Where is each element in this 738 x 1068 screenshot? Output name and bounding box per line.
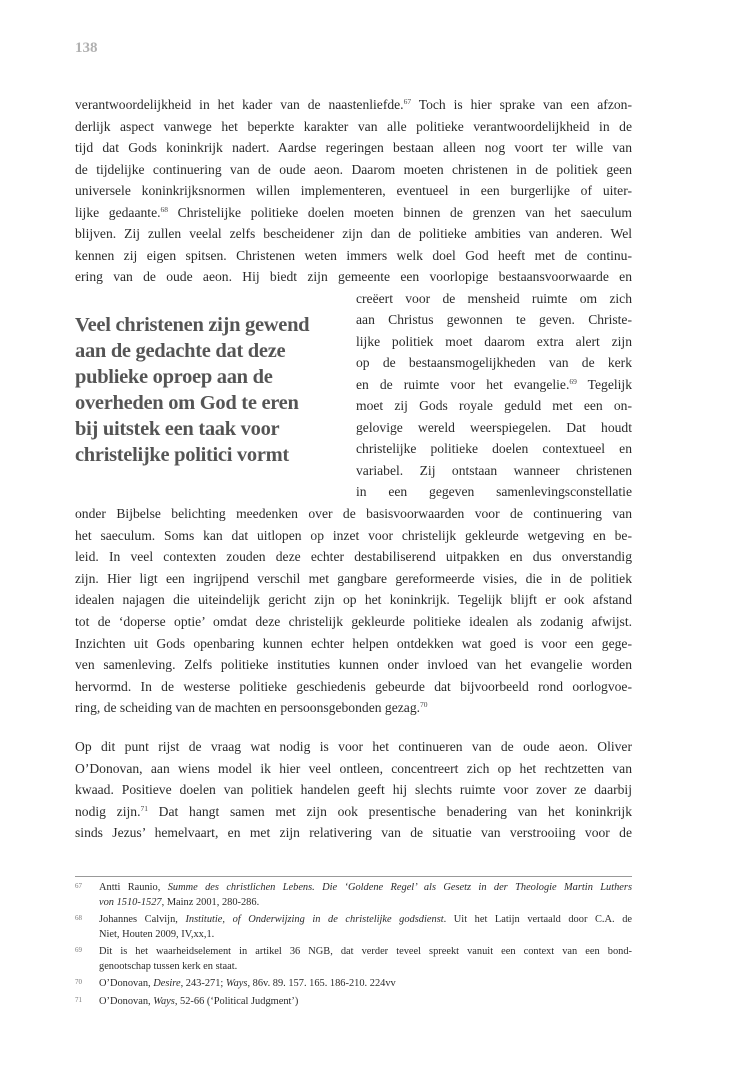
footnote-line [99,896,632,911]
text-run: derlijk aspect vanwege het beperkte karakter van alle politieke verantwoordelijkheid in de [75,118,632,134]
text-run: in een gegeven samenlevingsconstellatie [356,484,632,499]
text-run: het saeculum. Soms kan dat uitlopen op inzet voor christelijk gekleurde wetgeving en be- [75,527,632,543]
text-run: op de bestaansmogelijkheden van de kerk [356,355,632,370]
italic-title: Desire [153,978,181,989]
text-run: gelovige wereld weerspiegelen. Dat houdt [356,419,632,435]
text-line [75,611,632,632]
text-line [75,137,632,158]
footnote-number: 71 [75,995,82,1004]
footnote-ref[interactable]: 69 [569,376,577,386]
text-run: Toch is hier sprake van een afzon- [411,97,632,112]
text-run: , 86v. 89. 157. 165. 186-210. 224vv [247,978,396,989]
text-run: universele koninkrijksnormen willen implementeren, eventueel in een burgerlijke of uiter- [75,183,632,198]
text-line [75,758,632,779]
italic-title: von 1510-1527 [99,896,162,908]
text-run: , 52-66 (‘Political Judgment’) [174,995,299,1007]
footnote-ref[interactable]: 68 [160,204,168,214]
text-run: Johannes Calvijn, [99,914,186,925]
text-run: nodig zijn. [75,803,141,819]
footnote-divider [75,876,632,877]
text-run: ring, de scheiding van de machten en persoonsgebonden gezag. [75,700,421,716]
italic-title: Ways [153,995,175,1007]
text-run: Inzichten uit Gods openbaring kunnen echter helpen ontdekken wat goed is voor een gege- [75,635,632,651]
text-run: Niet, Houten 2009, IV,xx,1. [99,928,215,940]
pull-quote-line: Veel christenen zijn gewend [75,314,310,336]
text-run: lijke gedaante. [75,204,161,220]
text-line [75,159,632,180]
text-run: Antti Raunio, [99,882,168,893]
text-line [75,266,632,287]
text-run: variabel. Zij ontstaan wanneer christenen [356,462,632,478]
text-line [356,352,632,373]
text-run: Dit is het waarheidselement in artikel 36 NGB, dat verder teveel spreekt vanuit een context van een bond- [99,946,632,957]
text-run: blijven. Zij zullen veelal zelfs bescheidener zijn dan de politieke ambities van anderen. Wel [75,226,632,241]
pull-quote-line: publieke oproep aan de [75,366,273,388]
text-run: O’Donovan, [99,978,154,989]
text-run: kwaad. Positieve doelen van politiek handelen geeft hij slechts ruimte voor zover ze daarbij [75,782,632,797]
pull-quote-line: aan de gedachte dat deze [75,340,286,362]
text-line [75,94,632,115]
text-line [356,481,632,502]
text-line [75,822,632,843]
italic-title: Summe des christlichen Lebens. Die ‘Goldene Regel’ als Gesetz in der Theologie Martin Luthers [167,882,633,893]
text-line [75,697,632,718]
text-line [75,633,632,654]
text-run: tijd dat Gods koninkrijk nadert. Aardse regeringen bestaan alleen nog voort ter wille van [75,140,632,155]
footnote-line [99,977,632,992]
italic-title: Institutie, of Onderwijzing in de christelijke godsdienst [185,914,444,925]
text-line [75,223,632,244]
pull-quote-line: overheden om God te eren [75,392,299,414]
footnote-ref[interactable]: 67 [403,97,412,106]
footnote-number: 67 [75,882,82,890]
text-run: leid. In veel contexten zouden deze echter destabiliserend uitpakken en dus onverstandig [75,549,632,565]
text-line [75,202,632,223]
pull-quote-line: christelijke politici vormt [75,444,289,466]
text-line [356,374,632,395]
text-run: genootschap tussen kerk en staat. [99,960,238,972]
text-run: Dat hangt samen met zijn ook presentische benadering van het koninkrijk [147,803,632,819]
footnote-ref[interactable]: 71 [140,803,148,813]
text-line [356,288,632,309]
text-run: idealen najagen die uiteindelijk gericht zijn op het koninkrijk. Tegelijk blijft er ook afstand [75,592,632,608]
pull-quote-line: bij uitstek een taak voor [75,418,280,440]
text-line [356,438,632,459]
text-run: aan Christus gewonnen te geven. Christe- [356,312,632,327]
text-run: Christelijke politieke doelen moeten binnen de grenzen van het saeculum [168,204,632,220]
text-line [75,116,632,137]
text-line [75,503,632,524]
text-line [75,525,632,546]
text-line [356,395,632,416]
text-run: en de ruimte voor het evangelie. [356,376,570,392]
text-line [356,460,632,481]
text-run: Tegelijk [576,376,633,392]
text-run: kennen zij eigen spitsen. Christenen weten immers welk doel God heeft met de continu- [75,247,632,263]
pull-quote [75,312,345,468]
text-run: tot de ‘doperse optie’ omdat deze christelijk gekleurde politieke idealen als zodanig afwijst. [75,614,632,629]
footnote-line [99,913,632,928]
text-run: O’Donovan, aan wiens model ik hier veel ontleen, concentreert zich op het rechtzetten van [75,760,632,776]
text-run: creëert voor de mensheid ruimte om zich [356,290,632,306]
text-line [75,568,632,589]
text-run: . Uit het Latijn vertaald door C.A. de [443,914,632,925]
footnote-number: 69 [75,946,82,954]
italic-title: Ways [225,978,248,989]
text-line [75,801,632,822]
footnote-line [99,960,632,975]
text-run: christelijke politieke doelen contextueel en [356,441,632,456]
footnote-number: 70 [75,978,82,986]
text-line [75,654,632,675]
text-run: Op dit punt rijst de vraag wat nodig is voor het continueren van de oude aeon. Oliver [75,739,632,754]
footnote-line [99,945,632,960]
text-line [356,309,632,330]
text-run: , 243-271; [180,978,226,989]
text-line [75,245,632,266]
footnote-line [99,881,632,896]
text-run: O’Donovan, [99,995,154,1007]
footnote-ref[interactable]: 70 [420,700,428,710]
text-run: lijke politiek moet daarom extra alert zijn [356,333,632,349]
text-line [356,417,632,438]
text-run: , Mainz 2001, 280-286. [161,896,260,908]
text-run: moet zij Gods royale geduld met een on- [356,398,632,413]
text-run: hervormd. In de westerse politieke geschiedenis gebeurde dat bijvoorbeeld rond oorlogvoe- [75,678,632,694]
page-number: 138 [75,40,98,56]
text-run: sinds Jezus’ hemelvaart, en met zijn relativering van de situatie van verstrooiing voor de [75,825,632,840]
text-line [356,331,632,352]
text-run: zijn. Hier ligt een ingrijpend verschil met gangbare gereformeerde visies, die in de politiek [75,570,632,586]
footnote-line [99,928,632,943]
text-line [75,589,632,610]
text-line [75,779,632,800]
text-run: verantwoordelijkheid in het kader van de naastenliefde. [75,97,404,112]
text-line [75,676,632,697]
text-run: ven samenleving. Zelfs politieke instituties kunnen onder invloed van het evangelie worden [75,657,632,673]
footnote-line [99,995,632,1010]
footnote-number: 68 [75,914,82,922]
text-run: de tijdelijke continuering van de oude aeon. Daarom moeten christenen in de politiek geen [75,161,632,177]
text-line [75,736,632,757]
text-line [75,546,632,567]
text-run: ering van de oude aeon. Hij biedt zijn gemeente een voorlopige bestaansvoorwaarde en [75,269,632,284]
text-line [75,180,632,201]
text-run: onder Bijbelse belichting meedenken over de basisvoorwaarden voor de continuering van [75,506,632,521]
